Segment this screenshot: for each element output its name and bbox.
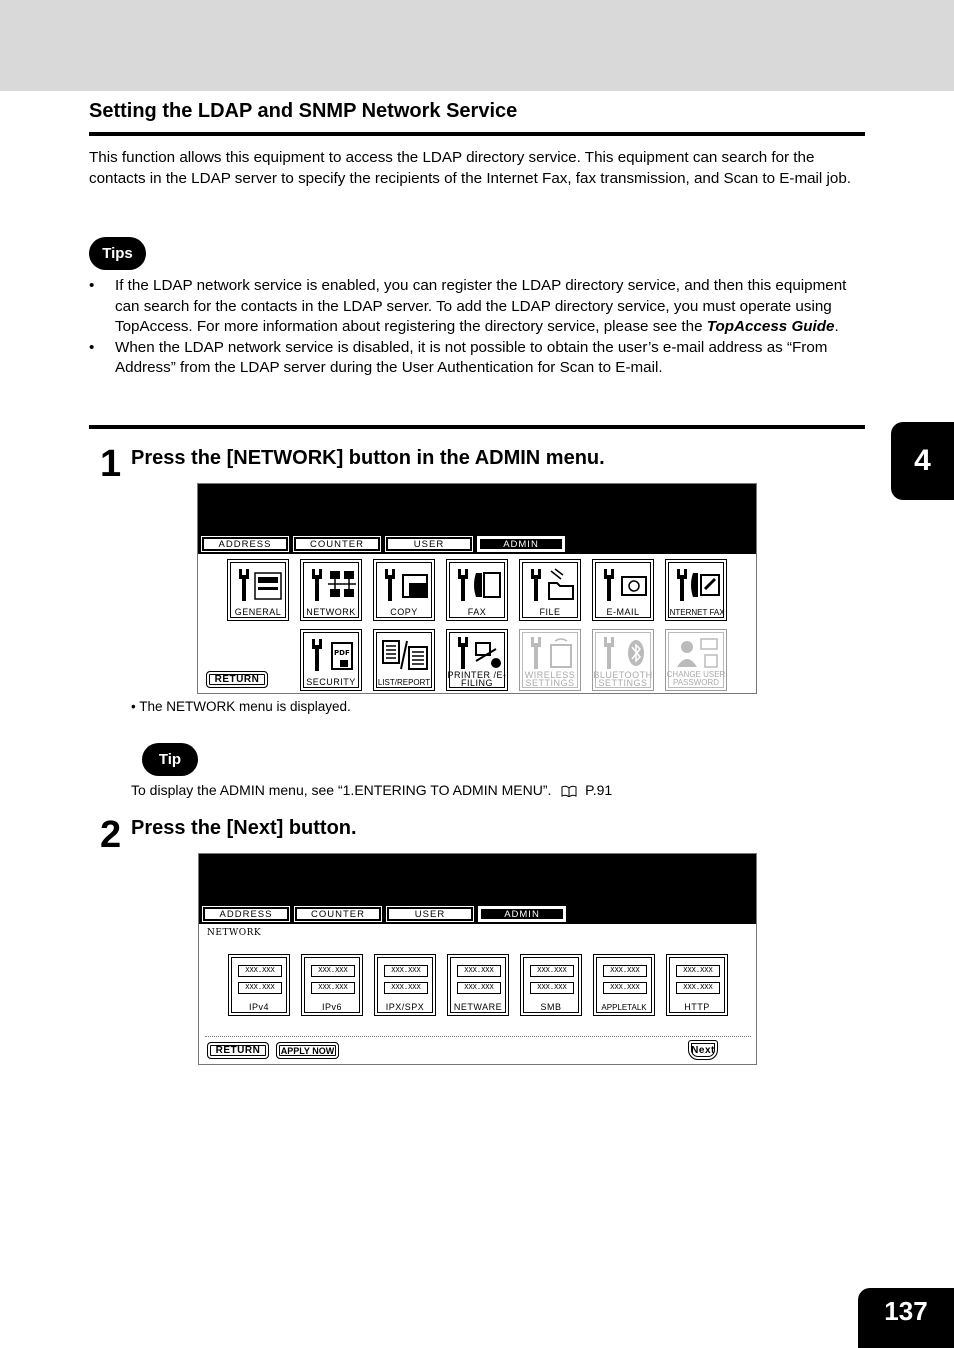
return-button[interactable]: [206, 671, 268, 688]
page-number: 137: [858, 1288, 954, 1348]
network-menu-screen: [198, 853, 757, 1065]
button-label: COPY: [390, 607, 418, 617]
fax-button[interactable]: [446, 559, 508, 621]
button-label: IPX/SPX: [385, 1002, 425, 1012]
tips-list: [89, 276, 865, 379]
tab-address[interactable]: ADDRESS: [201, 536, 289, 552]
book-icon: [561, 785, 577, 797]
security-button[interactable]: [300, 629, 362, 691]
step-number: 1: [100, 443, 121, 485]
chapter-tab: 4: [891, 422, 954, 500]
address-field-icon: XXX.XXX: [384, 965, 428, 977]
guide-reference: TopAccess Guide: [706, 318, 835, 335]
address-field-icon: XXX.XXX: [311, 965, 355, 977]
tab-admin[interactable]: ADMIN: [478, 906, 566, 922]
button-label: NETWARE: [453, 1002, 503, 1012]
mail-icon: [598, 565, 650, 605]
header-band: [0, 0, 954, 91]
tip-text: To display the ADMIN menu, see “1.ENTERING TO ADMIN MENU”. P.91: [131, 782, 613, 798]
tip-text: When the LDAP network service is disabled, it is not possible to obtain the user’s e-mail address as “From Address” from the LDAP server during the User Authentication for Scan to E-mail.: [115, 338, 828, 376]
wireless-icon: [525, 635, 577, 671]
list-item: • If the LDAP network service is enabled, you can register the LDAP directory service, and then this equipment can search for the contacts in the LDAP server. To add the LDAP directory service, you must operate using TopAccess. For more information about registering the directory service, please see the TopAccess Guide.: [89, 277, 847, 335]
button-label: CHANGE USER PASSWORD: [666, 670, 726, 687]
tab-user[interactable]: USER: [385, 536, 473, 552]
fax-icon: [452, 565, 504, 605]
button-label: IPv4: [248, 1002, 269, 1012]
tab-counter[interactable]: COUNTER: [293, 536, 381, 552]
tab-counter[interactable]: COUNTER: [294, 906, 382, 922]
step-instruction: Press the [NETWORK] button in the ADMIN menu.: [131, 447, 605, 469]
button-label: FILE: [539, 607, 561, 617]
folder-icon: [525, 565, 577, 605]
button-label: BLUETOOTH SETTINGS: [593, 670, 653, 688]
address-field-icon: XXX.XXX: [676, 965, 720, 977]
netware-button[interactable]: [447, 954, 509, 1016]
button-label: NETWORK: [306, 607, 356, 617]
email-button[interactable]: [592, 559, 654, 621]
button-label: WIRELESS SETTINGS: [524, 670, 576, 688]
tips-badge: Tips: [89, 237, 146, 270]
return-button[interactable]: [207, 1042, 269, 1059]
step-instruction: Press the [Next] button.: [131, 817, 357, 839]
button-label: SECURITY: [306, 677, 356, 687]
report-icon: [379, 635, 431, 675]
menu-title: NETWORK: [207, 928, 262, 938]
address-field-icon: XXX.XXX: [676, 982, 720, 994]
tab-address[interactable]: ADDRESS: [202, 906, 290, 922]
address-field-icon: XXX.XXX: [238, 965, 282, 977]
address-field-icon: XXX.XXX: [603, 965, 647, 977]
button-label: GENERAL: [234, 607, 282, 617]
copy-button[interactable]: [373, 559, 435, 621]
change-user-password-button: [665, 629, 727, 691]
address-field-icon: XXX.XXX: [457, 982, 501, 994]
ipv6-button[interactable]: [301, 954, 363, 1016]
button-label: INTERNET FAX: [667, 608, 725, 617]
address-field-icon: XXX.XXX: [384, 982, 428, 994]
pdf-lock-icon: [306, 635, 358, 675]
apply-now-button[interactable]: [276, 1042, 339, 1059]
apply-label: APPLY NOW: [280, 1045, 335, 1056]
steps-rule: [89, 425, 865, 429]
button-label: FAX: [467, 607, 487, 617]
http-button[interactable]: [666, 954, 728, 1016]
return-label: RETURN: [215, 1045, 261, 1056]
svg-text:PDF: PDF: [334, 649, 350, 657]
network-button[interactable]: [300, 559, 362, 621]
page-reference[interactable]: P.91: [585, 782, 613, 798]
tab-bar: [201, 536, 565, 552]
address-field-icon: XXX.XXX: [457, 965, 501, 977]
ipv4-button[interactable]: [228, 954, 290, 1016]
tip-text: If the LDAP network service is enabled, you can register the LDAP directory service, and then this equipment can search for the contacts in the LDAP server. To add the LDAP directory service, you must operate using TopAccess. For more information about registering the directory service, please see the: [115, 277, 847, 335]
file-button[interactable]: [519, 559, 581, 621]
button-label: HTTP: [684, 1002, 710, 1012]
copier-icon: [379, 565, 431, 605]
tip-badge: Tip: [142, 743, 198, 776]
user-key-icon: [671, 635, 723, 671]
address-field-icon: XXX.XXX: [311, 982, 355, 994]
button-label: E-MAIL: [606, 607, 640, 617]
address-field-icon: XXX.XXX: [530, 965, 574, 977]
button-label: IPv6: [321, 1002, 342, 1012]
address-field-icon: XXX.XXX: [238, 982, 282, 994]
bullet: •: [89, 277, 95, 294]
address-field-icon: XXX.XXX: [530, 982, 574, 994]
internet-fax-icon: [671, 565, 723, 605]
bluetooth-settings-button: [592, 629, 654, 691]
list-report-button[interactable]: [373, 629, 435, 691]
internet-fax-button[interactable]: [665, 559, 727, 621]
general-button[interactable]: [227, 559, 289, 621]
button-label: LIST/REPORT: [377, 678, 431, 687]
smb-button[interactable]: [520, 954, 582, 1016]
wrench-icon: [233, 565, 285, 605]
section-title: Setting the LDAP and SNMP Network Service: [89, 100, 518, 122]
bullet: •: [89, 338, 95, 356]
bluetooth-icon: [598, 635, 650, 671]
ipx-spx-button[interactable]: [374, 954, 436, 1016]
title-rule: [89, 132, 865, 136]
network-icon: [306, 565, 358, 605]
admin-menu-screen: [197, 483, 757, 694]
intro-paragraph: This function allows this equipment to access the LDAP directory service. This equipment can search for the contacts in the LDAP server to specify the recipients of the Internet Fax, fax transmission, and Scan to E-mail job.: [89, 149, 851, 187]
button-label: APPLETALK: [601, 1003, 647, 1012]
button-label: SMB: [540, 1002, 562, 1012]
printer-icon: [452, 635, 504, 671]
tab-user[interactable]: USER: [386, 906, 474, 922]
button-label: PRINTER /E-FILING: [447, 670, 507, 688]
address-field-icon: XXX.XXX: [603, 982, 647, 994]
list-item: [89, 338, 865, 379]
printer-efiling-button[interactable]: [446, 629, 508, 691]
tab-admin[interactable]: ADMIN: [477, 536, 565, 552]
divider: [205, 1036, 751, 1037]
next-label: Next: [691, 1044, 715, 1056]
wireless-settings-button: [519, 629, 581, 691]
tab-bar: [202, 906, 566, 922]
next-button[interactable]: [688, 1040, 718, 1060]
step1-caption: • The NETWORK menu is displayed.: [131, 699, 351, 714]
return-label: RETURN: [214, 674, 260, 685]
appletalk-button[interactable]: [593, 954, 655, 1016]
step-number: 2: [100, 814, 121, 856]
